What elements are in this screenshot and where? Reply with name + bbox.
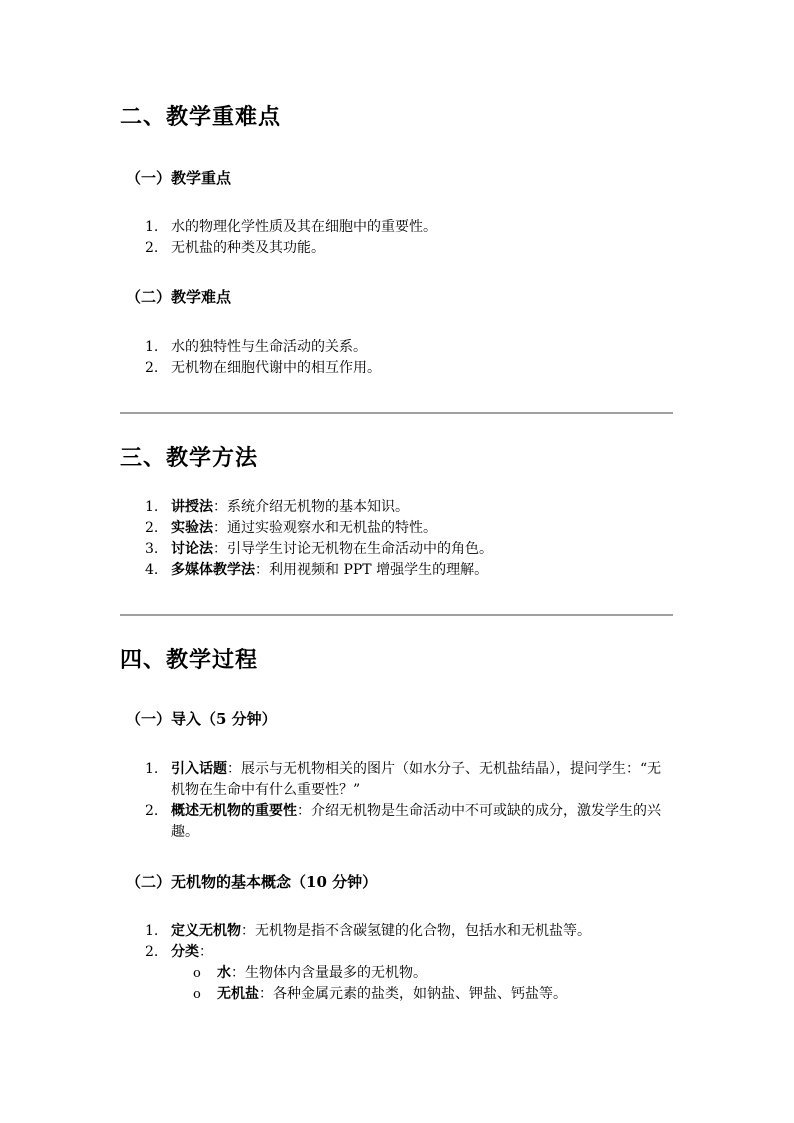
- list-item: [145, 539, 675, 560]
- list-text: 无机物在细胞代谢中的相互作用。: [171, 360, 381, 376]
- sub-list-item: [193, 963, 673, 984]
- list-text: 无机盐的种类及其功能。: [171, 240, 325, 256]
- list-label: 概述无机物的重要性: [171, 803, 297, 819]
- list-text: ：无机物是指不含碳氢键的化合物，包括水和无机盐等。: [241, 923, 591, 939]
- list-label: 定义无机物: [171, 923, 241, 939]
- list-text: ：利用视频和 PPT 增强学生的理解。: [255, 562, 489, 578]
- circle-bullet-icon: o: [193, 987, 201, 1002]
- list-number: 2.: [145, 360, 159, 376]
- list-number: 4.: [145, 562, 159, 578]
- list-label: 讲授法: [171, 499, 213, 515]
- circle-bullet-icon: o: [193, 966, 201, 981]
- list-label: 多媒体教学法: [171, 562, 255, 578]
- list-label: 讨论法: [171, 541, 213, 557]
- sub-list-text: ：各种金属元素的盐类，如钠盐、钾盐、钙盐等。: [259, 986, 567, 1002]
- subsection-heading-key-points: （一）教学重点: [126, 169, 232, 187]
- list-item: [145, 921, 675, 942]
- list-text: 水的独特性与生命活动的关系。: [171, 339, 367, 355]
- list-text: ：展示与无机物相关的图片（如水分子、无机盐结晶），提问学生：“无机物在生命中有什么重要性？”: [171, 761, 662, 798]
- horizontal-rule: [120, 614, 673, 616]
- subsection-heading-difficult-points: （二）教学难点: [126, 288, 232, 306]
- list-text: ：通过实验观察水和无机盐的特性。: [213, 520, 437, 536]
- list-item: [145, 238, 675, 259]
- list-text: ：系统介绍无机物的基本知识。: [213, 499, 409, 515]
- list-number: 1.: [145, 339, 159, 355]
- section-heading-4: 四、教学过程: [120, 647, 259, 673]
- list-number: 2.: [145, 520, 159, 536]
- list-item: [145, 497, 675, 518]
- list-text: ：: [199, 944, 213, 960]
- list-number: 1.: [145, 761, 159, 777]
- list-item: [145, 518, 675, 539]
- list-number: 1.: [145, 923, 159, 939]
- list-number: 2.: [145, 944, 159, 960]
- subsection-heading-introduction: （一）导入（5 分钟）: [126, 710, 277, 728]
- section-heading-3: 三、教学方法: [120, 445, 259, 471]
- list-number: 1.: [145, 499, 159, 515]
- subsection-heading-basic-concepts: （二）无机物的基本概念（10 分钟）: [126, 873, 378, 891]
- list-item: [145, 759, 675, 801]
- list-number: 1.: [145, 219, 159, 235]
- sub-list-label: 无机盐: [217, 986, 259, 1002]
- horizontal-rule: [120, 412, 673, 414]
- list-text: ：引导学生讨论无机物在生命活动中的角色。: [213, 541, 493, 557]
- sub-list-item: [193, 984, 673, 1005]
- list-label: 引入话题: [171, 761, 227, 777]
- list-label: 实验法: [171, 520, 213, 536]
- section-heading-2: 二、教学重难点: [120, 104, 282, 130]
- list-text: ：介绍无机物是生命活动中不可或缺的成分，激发学生的兴趣。: [171, 803, 661, 840]
- list-item: [145, 337, 675, 358]
- list-item: [145, 217, 675, 238]
- list-item: [145, 942, 675, 963]
- list-text: 水的物理化学性质及其在细胞中的重要性。: [171, 219, 437, 235]
- list-label: 分类: [171, 944, 199, 960]
- list-number: 2.: [145, 803, 159, 819]
- sub-list-label: 水: [217, 965, 231, 981]
- list-number: 3.: [145, 541, 159, 557]
- list-number: 2.: [145, 240, 159, 256]
- sub-list-text: ：生物体内含量最多的无机物。: [231, 965, 427, 981]
- list-item: [145, 801, 675, 843]
- list-item: [145, 358, 675, 379]
- list-item: [145, 560, 675, 581]
